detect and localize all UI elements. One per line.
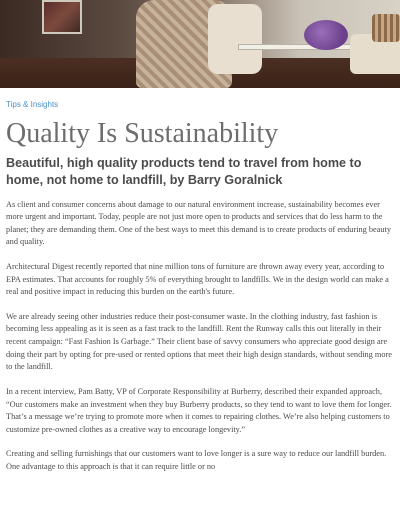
throw-pillow: [372, 14, 400, 42]
side-chair: [208, 4, 262, 74]
flower-vase: [304, 20, 348, 50]
article-paragraph: We are already seeing other industries reduce their post-consumer waste. In the clothing industry, fast fashion is becoming less appealing as it is seen as a fast track to the landfill. Rent the Runway calls this out literally in their recent campaign: “Fast Fashion Is Garbage.” Their client base of savvy consumers who appreciate good design are doing their part by opting for pre-used or rented options that meet their high design standards, without sending more to the landfill.: [6, 311, 392, 372]
article-subtitle: Beautiful, high quality products tend to travel from home to home, not home to landfill, by Barry Goralnick: [6, 156, 362, 187]
wall-art: [42, 0, 82, 34]
article-paragraph: As client and consumer concerns about damage to our natural environment increase, sustainability becomes ever more urgent and important. Today, people are not just more open to products and services that do less harm to the planet; they are demanding them. One of the best ways to meet this demand is to create products of enduring beauty and quality.: [6, 199, 391, 247]
category-link[interactable]: Tips & Insights: [6, 100, 59, 109]
article-paragraph: Creating and selling furnishings that our customers want to love longer is a sure way to reduce our landfill burden. One advantage to this approach is that it can require little or no: [6, 449, 387, 471]
article-paragraph: Architectural Digest recently reported that nine million tons of furniture are thrown away every year, according to EPA estimates. That accounts for roughly 5% of everything brought to landfills. We in the design world can make a real and positive impact in reducing this burden on the earth's future.: [6, 262, 389, 297]
hero-interior-photo: [0, 0, 400, 88]
page-title: Quality Is Sustainability: [6, 118, 279, 149]
article-paragraph: In a recent interview, Pam Batty, VP of Corporate Responsibility at Burberry, described their expanded approach, “Our customers make an investment when they buy Burberry products, so they tend to want to love them for longer. That’s a message we’re trying to promote more when it comes to repairing clothes. We’re also helping customers to customize pre-owned clothes as a creative way to encourage longevity.”: [6, 386, 392, 434]
article-content: [6, 100, 394, 486]
